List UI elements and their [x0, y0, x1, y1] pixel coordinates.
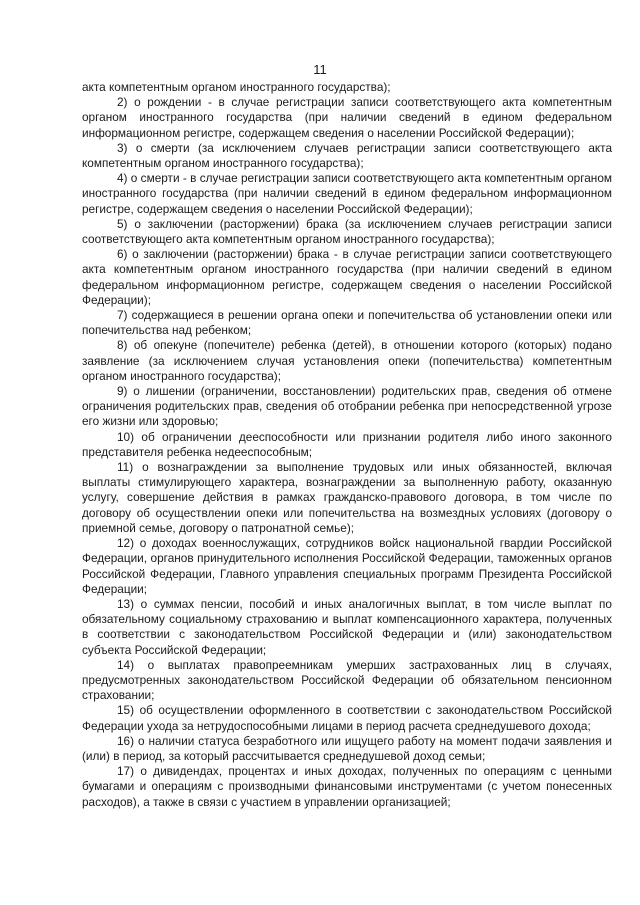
list-item-17: 17) о дивидендах, процентах и иных доходах, полученных по операциям с ценными бумагами и операциям с производными финансовыми инструментами (с учетом понесенных расходов), а также в связи с участием в управлении организацией;: [82, 764, 612, 809]
list-item-14: 14) о выплатах правопреемникам умерших застрахованных лиц в случаях, предусмотренных законодательством Российской Федерации об обязательном пенсионном страховании;: [82, 657, 612, 703]
list-item-9: 9) о лишении (ограничении, восстановлении) родительских прав, сведения об отмене ограничения родительских прав, сведения об отобрании ребенка при непосредственной угрозе его жизни или здоровью;: [82, 384, 612, 429]
list-item-15: 15) об осуществлении оформленного в соответствии с законодательством Российской Федерации ухода за нетрудоспособными лицами в период расчета среднедушевого дохода;: [82, 703, 612, 733]
list-item-5: 5) о заключении (расторжении) брака (за исключением случаев регистрации записи соответствующего акта компетентным органом иностранного государства);: [82, 216, 612, 247]
list-item-11: 11) о вознаграждении за выполнение трудовых или иных обязанностей, включая выплаты стимулирующего характера, вознаграждении за выполненную работу, оказанную услугу, совершение действия в рамках гражданско-правового договора, в том числе по договору об осуществлении опеки или попечительства на возмездных условиях (договору о приемной семье, договору о патронатной семье);: [82, 460, 612, 535]
list-item-4: 4) о смерти - в случае регистрации записи соответствующего акта компетентным органом иностранного государства (при наличии сведений в едином федеральном информационном регистре, содержащем сведения о населении Российской Федерации);: [82, 171, 612, 216]
list-item-8: 8) об опекуне (попечителе) ребенка (детей), в отношении которого (которых) подано заявление (за исключением случая установления опеки (попечительства) компетентным органом иностранного государства);: [82, 338, 612, 383]
paragraph-continuation: акта компетентным органом иностранного государства);: [82, 80, 391, 94]
page-number: 11: [313, 62, 327, 77]
document-body: [82, 80, 612, 810]
list-item-12: 12) о доходах военнослужащих, сотрудников войск национальной гвардии Российской Федерации, органов принудительного исполнения Российской Федерации, таможенных органов Российской Федерации, Главного управления специальных программ Президента Российской Федерации;: [82, 536, 612, 596]
list-item-6: 6) о заключении (расторжении) брака - в случае регистрации записи соответствующего акта компетентным органом иностранного государства (при наличии сведений в едином федеральном информационном регистре, содержащем сведения о населении Российской Федерации);: [82, 247, 612, 307]
list-item-16: 16) о наличии статуса безработного или ищущего работу на момент подачи заявления и (или) в период, за который рассчитывается среднедушевой доход семьи;: [82, 733, 612, 763]
list-item-7: 7) содержащиеся в решении органа опеки и попечительства об установлении опеки или попечительства над ребенком;: [82, 308, 612, 338]
list-item-3: 3) о смерти (за исключением случаев регистрации записи соответствующего акта компетентным органом иностранного государства);: [82, 140, 612, 171]
list-item-10: 10) об ограничении дееспособности или признании родителя либо иного законного представителя ребенка недееспособным;: [82, 429, 612, 459]
list-item-13: 13) о суммах пенсии, пособий и иных аналогичных выплат, в том числе выплат по обязательному социальному страхованию и выплат компенсационного характера, полученных в соответствии с законодательством Российской Федерации и (или) законодательством субъекта Российской Федерации;: [82, 596, 612, 657]
list-item-2: 2) о рождении - в случае регистрации записи соответствующего акта компетентным органом иностранного государства (при наличии сведений в едином федеральном информационном регистре, содержащем сведения о населении Российской Федерации);: [82, 95, 612, 140]
